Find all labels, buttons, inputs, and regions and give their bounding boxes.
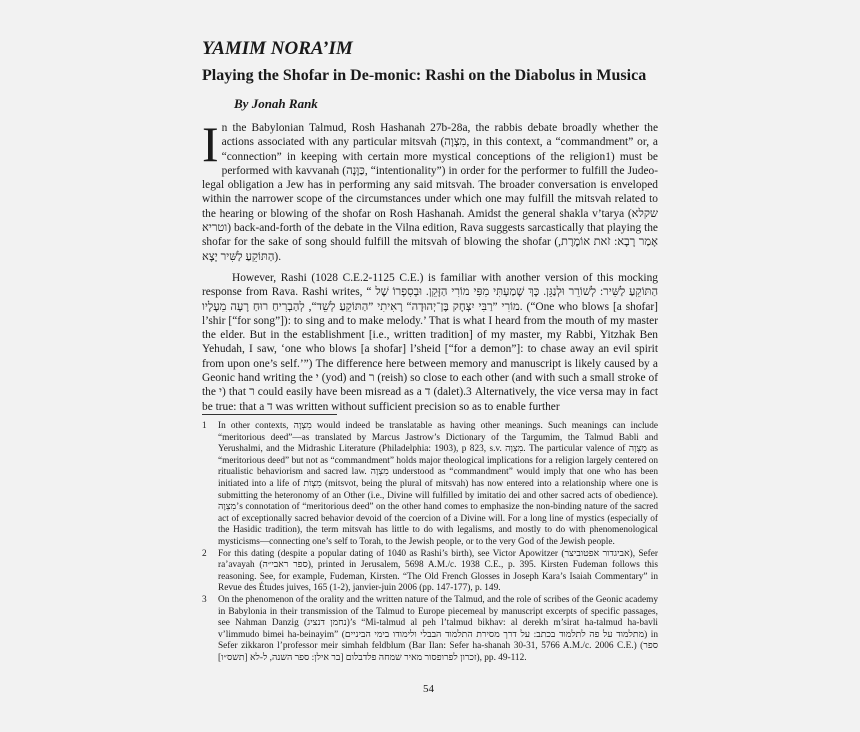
footnote-text: On the phenomenon of the orality and the written nature of the Talmud, and the role of scribes of the Geonic academy in Babylonia in their transmission of the Talmud to Europe piecemeal by manuscript excerpts of specific passages, see Nahman Danzig (נחמן דנציג)’s “Mi-talmud al peh l’talmud bikhav: al derekh m’sirat ha-talmud ha-bavli v’limmudo bimei ha-beinayim” (מתלמוד על פה לתלמוד בכתב: על דרך מסירת התלמוד הבבלי ולימודו בימי הביניים) in Sefer zikkaron l’professor meir simhah feldblum (Bar Ilan: Sefer ha-shanah 30-31, 5766 A.M./c. 2006 C.E.) (ספר זכרון לפרופסור מאיר שמחה פלדבלום [בר אילן: ספר השנה, ל-לא [תשס״ו]), pp. 49-112. xyxy=(218,594,658,663)
footnote-3 xyxy=(202,595,658,665)
footnote-number: 1 xyxy=(202,421,207,431)
paragraph-1-text: n the Babylonian Talmud, Rosh Hashanah 27b-28a, the rabbis debate broadly whether the actions associated with any particular mitsvah (מִצְוָה, in this context, a “commandment” or, a “connection” in keeping with certain more mystical conceptions of the religion1) must be performed with kavvanah (כַּוָּנָה, “intentionality”) in order for the performer to fulfill the Judeo-legal obligation a Jew has in performing any said mitsvah. The broader conversation is enveloped within the narrower scope of the circumstances under which one may fulfill the mitsvah related to the hearing or blowing of the shofar on Rosh Hashanah. Amidst the general shakla v’tarya (שקלא וטריא) back-and-forth of the debate in the Vilna edition, Rava suggests sarcastically that playing the shofar for the sake of song should fulfill the mitsvah of blowing the shofar (אָמַר רָבָא: זֹאת אוֹמֶרֶת, הַתּוֹקֵעַ לַשִּׁיר יָצָא). xyxy=(202,122,658,263)
drop-cap: I xyxy=(202,116,219,172)
footnote-text: For this dating (despite a popular dating of 1040 as Rashi’s birth), see Victor Apowitzer (אביגדור אפטוביצר), Sefer ra’avayah (ספר ראבי״ה), printed in Jerusalem, 5698 A.M./c. 1938 C.E., p. 395. Kirsten Fudeman follows this reasoning. See, for example, Fudeman, Kirsten. “The Old French Glosses in Joseph Kara’s Isaiah Commentary” in Revue des Études juives, 165 (1-2), janvier-juin 2006 (pp. 147-177), p. 149. xyxy=(218,548,659,594)
section-heading: YAMIM NORA’IM xyxy=(202,38,353,59)
footnote-divider xyxy=(202,414,337,415)
footnotes xyxy=(202,421,658,664)
footnote-number: 2 xyxy=(202,548,207,559)
footnote-number: 3 xyxy=(202,594,207,605)
footnote-1 xyxy=(202,421,658,549)
page-number: 54 xyxy=(423,683,434,695)
body-paragraph-1 xyxy=(202,116,658,264)
author-byline: By Jonah Rank xyxy=(234,96,318,111)
footnote-2 xyxy=(202,549,658,595)
footnote-text: In other contexts, מִצְוָה would indeed be translatable as having other meanings. Such meanings can include “meritorious deed”—as translated by Marcus Jastrow’s Dictionary of the Targumim, the Talmud Babli and Yerushalmi, and the Midrashic Literature (Philadelphia: 1903), p 823, s.v. מִצְוָה. The particular valence of מִצְוָה as “meritorious deed” but not as “commandment” holds major theological implications for a religion largely centered on ritualistic behaviorism and sacred law. מִצְוָה understood as “commandment” would imply that one who has been initiated into a life of מִצְוֹת (mitsvot, being the plural of mitsvah) has now entered into a relationship where one is submitting the heteronomy of an Other (i.e., Divine will fulfilled by imitatio dei and other sacred acts of obedience). מִצְוָה’s connotation of “meritorious deed” on the other hand comes to emphasize the non-binding nature of the sacred act of exceptionally sacred behavior devoid of the coercion of a Divine will. For a long line of mystics (especially of the Hasidic tradition), the term mitsvah has little to do with legalisms, and mostly to do with phenomenological mysticisms—connecting one’s self to Torah, to the Jewish people, or to the very God of the Jewish people. xyxy=(218,421,658,547)
body-paragraph-2: However, Rashi (1028 C.E.2-1125 C.E.) is familiar with another version of this mocking response from Rava. Rashi writes, “ הַתּוֹקֵעַ לַשִּׁיר: לְשׁוֹרֵר וּלְנַגֵּן. כָּךְ שָׁמַעְתִּי מִפִּי מוֹרִי הַזָּקֵן. וּבְסִפְרוֹ שֶׁל מוֹרִי ”רַבִּי יִצְחָק בֶּן־יְהוּדָה“ רָאִיתִי ”הַתּוֹקֵעַ לְשֵׁד“, לְהַבְרִיחַ רוּחַ רָעָה מֵעָלָיו. (“One who blows [a shofar] l’shir [“for song”]): to sing and to make melody.’ That is what I heard from the mouth of my master the elder. But in the establishment [i.e., written tradition] of my master, my Rabbi, Yitzhak Ben Yehudah, I saw, ‘one who blows [a shofar] l’sheid [“for a demon”]: to chase away an evil spirit from upon one’s self.’”) The difference here between memory and manuscript is likely caused by a Geonic hand writing the י (yod) and ר (reish) so close to each other (and with such a small stroke of the י) that ר could easily have been misread as a ד (dalet).3 Alternatively, the vice versa may in fact be true: that a ד was written without sufficient precision so as to enable further xyxy=(202,272,659,413)
article-title: Playing the Shofar in De-monic: Rashi on the Diabolus in Musica xyxy=(202,67,647,84)
